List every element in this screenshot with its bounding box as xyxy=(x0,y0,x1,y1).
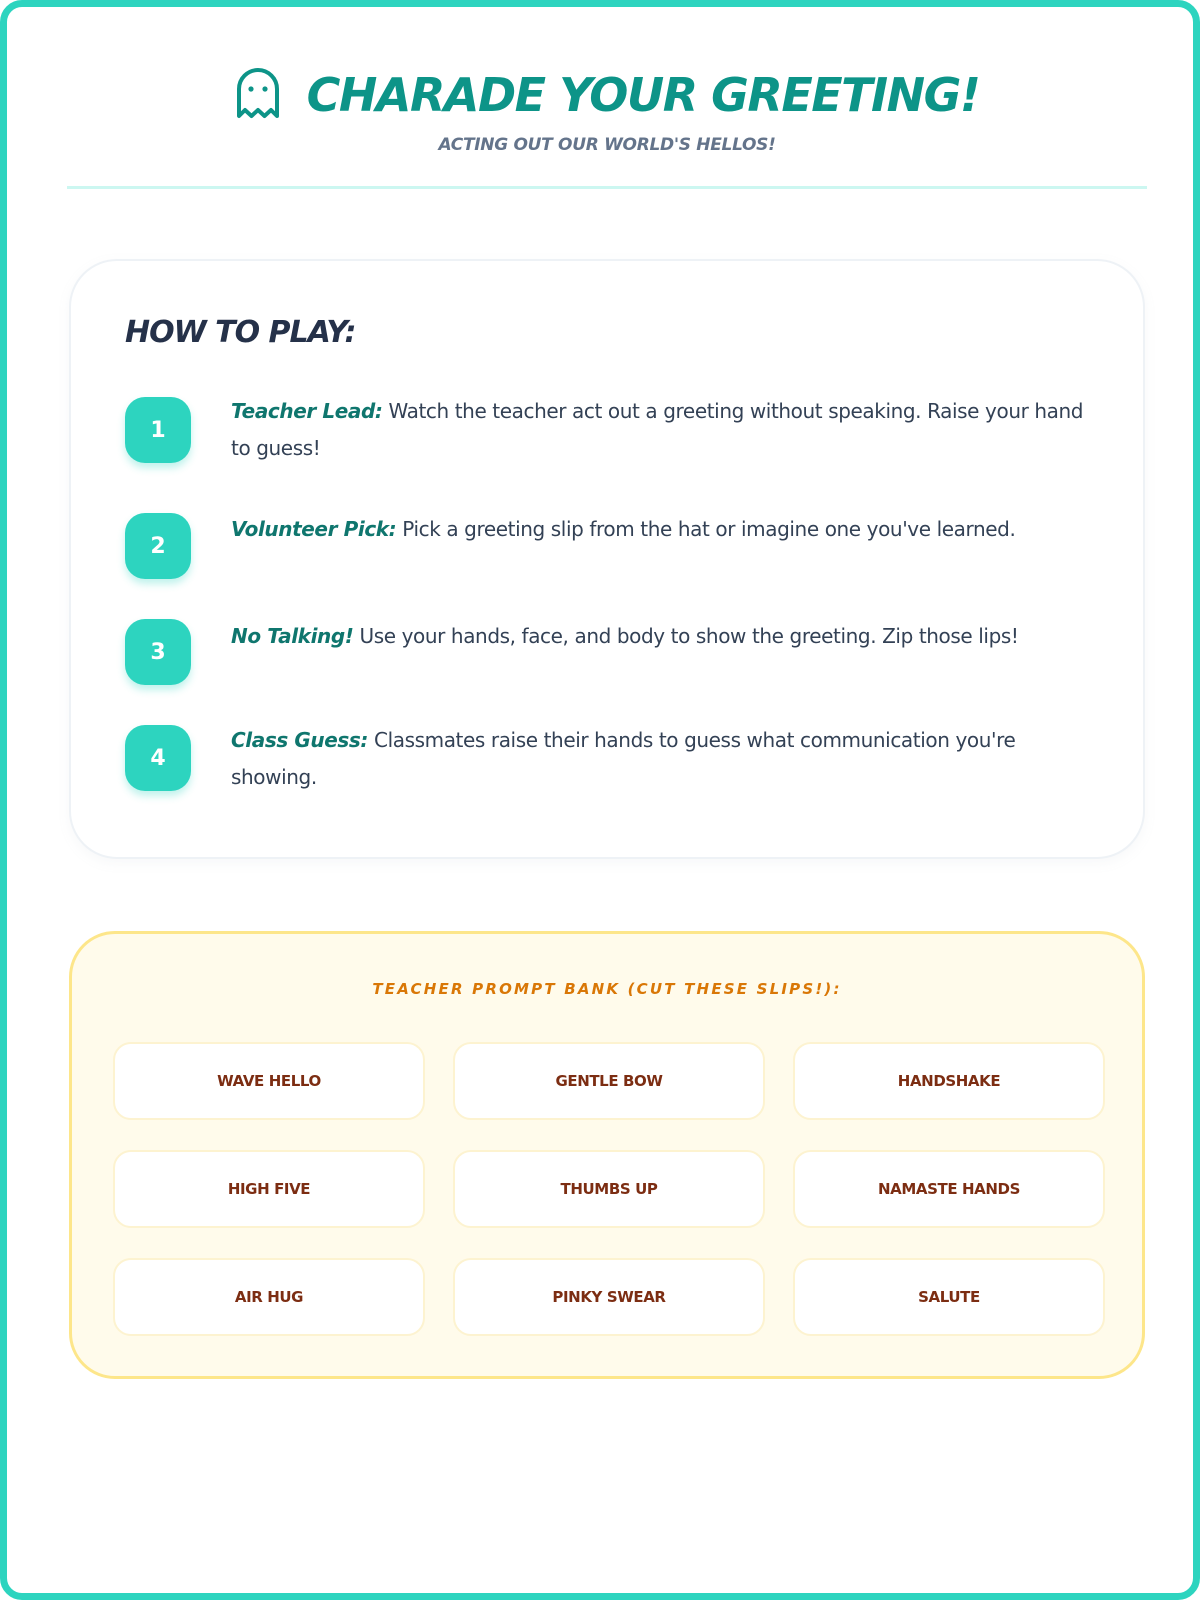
prompt-slip: HANDSHAKE xyxy=(793,1042,1105,1120)
step-text xyxy=(231,722,1091,796)
prompt-slip: THUMBS UP xyxy=(453,1150,765,1228)
prompt-slip: HIGH FIVE xyxy=(113,1150,425,1228)
step-lead: No Talking! xyxy=(231,624,354,648)
header xyxy=(67,57,1147,155)
step-description: Pick a greeting slip from the hat or imagine one you've learned. xyxy=(402,517,1016,541)
prompt-slip-grid xyxy=(113,1042,1105,1336)
step-text xyxy=(231,393,1091,467)
step-number-badge: 4 xyxy=(125,725,191,791)
how-to-play-title: HOW TO PLAY: xyxy=(125,315,356,350)
step-lead: Class Guess: xyxy=(231,728,369,752)
prompt-bank-card xyxy=(69,931,1145,1379)
how-to-play-card xyxy=(69,259,1145,859)
step-number-badge: 1 xyxy=(125,397,191,463)
prompt-slip: NAMASTE HANDS xyxy=(793,1150,1105,1228)
page-title: CHARADE YOUR GREETING! xyxy=(306,68,980,122)
step-number-badge: 3 xyxy=(125,619,191,685)
step-description: Classmates raise their hands to guess what communication you're showing. xyxy=(231,728,1016,789)
step-description: Use your hands, face, and body to show the greeting. Zip those lips! xyxy=(359,624,1019,648)
step-number-badge: 2 xyxy=(125,513,191,579)
prompt-slip: PINKY SWEAR xyxy=(453,1258,765,1336)
step-lead: Volunteer Pick: xyxy=(231,517,397,541)
prompt-slip: WAVE HELLO xyxy=(113,1042,425,1120)
title-row xyxy=(67,57,1147,133)
header-divider xyxy=(67,186,1147,189)
step-text xyxy=(231,618,1091,655)
step-description: Watch the teacher act out a greeting without speaking. Raise your hand to guess! xyxy=(231,399,1084,460)
step-lead: Teacher Lead: xyxy=(231,399,383,423)
prompt-bank-title: TEACHER PROMPT BANK (CUT THESE SLIPS!): xyxy=(372,980,842,998)
page-subtitle: ACTING OUT OUR WORLD'S HELLOS! xyxy=(438,135,776,155)
step-text xyxy=(231,511,1091,548)
prompt-slip: AIR HUG xyxy=(113,1258,425,1336)
prompt-slip: GENTLE BOW xyxy=(453,1042,765,1120)
prompt-slip: SALUTE xyxy=(793,1258,1105,1336)
ghost-icon xyxy=(235,68,281,122)
